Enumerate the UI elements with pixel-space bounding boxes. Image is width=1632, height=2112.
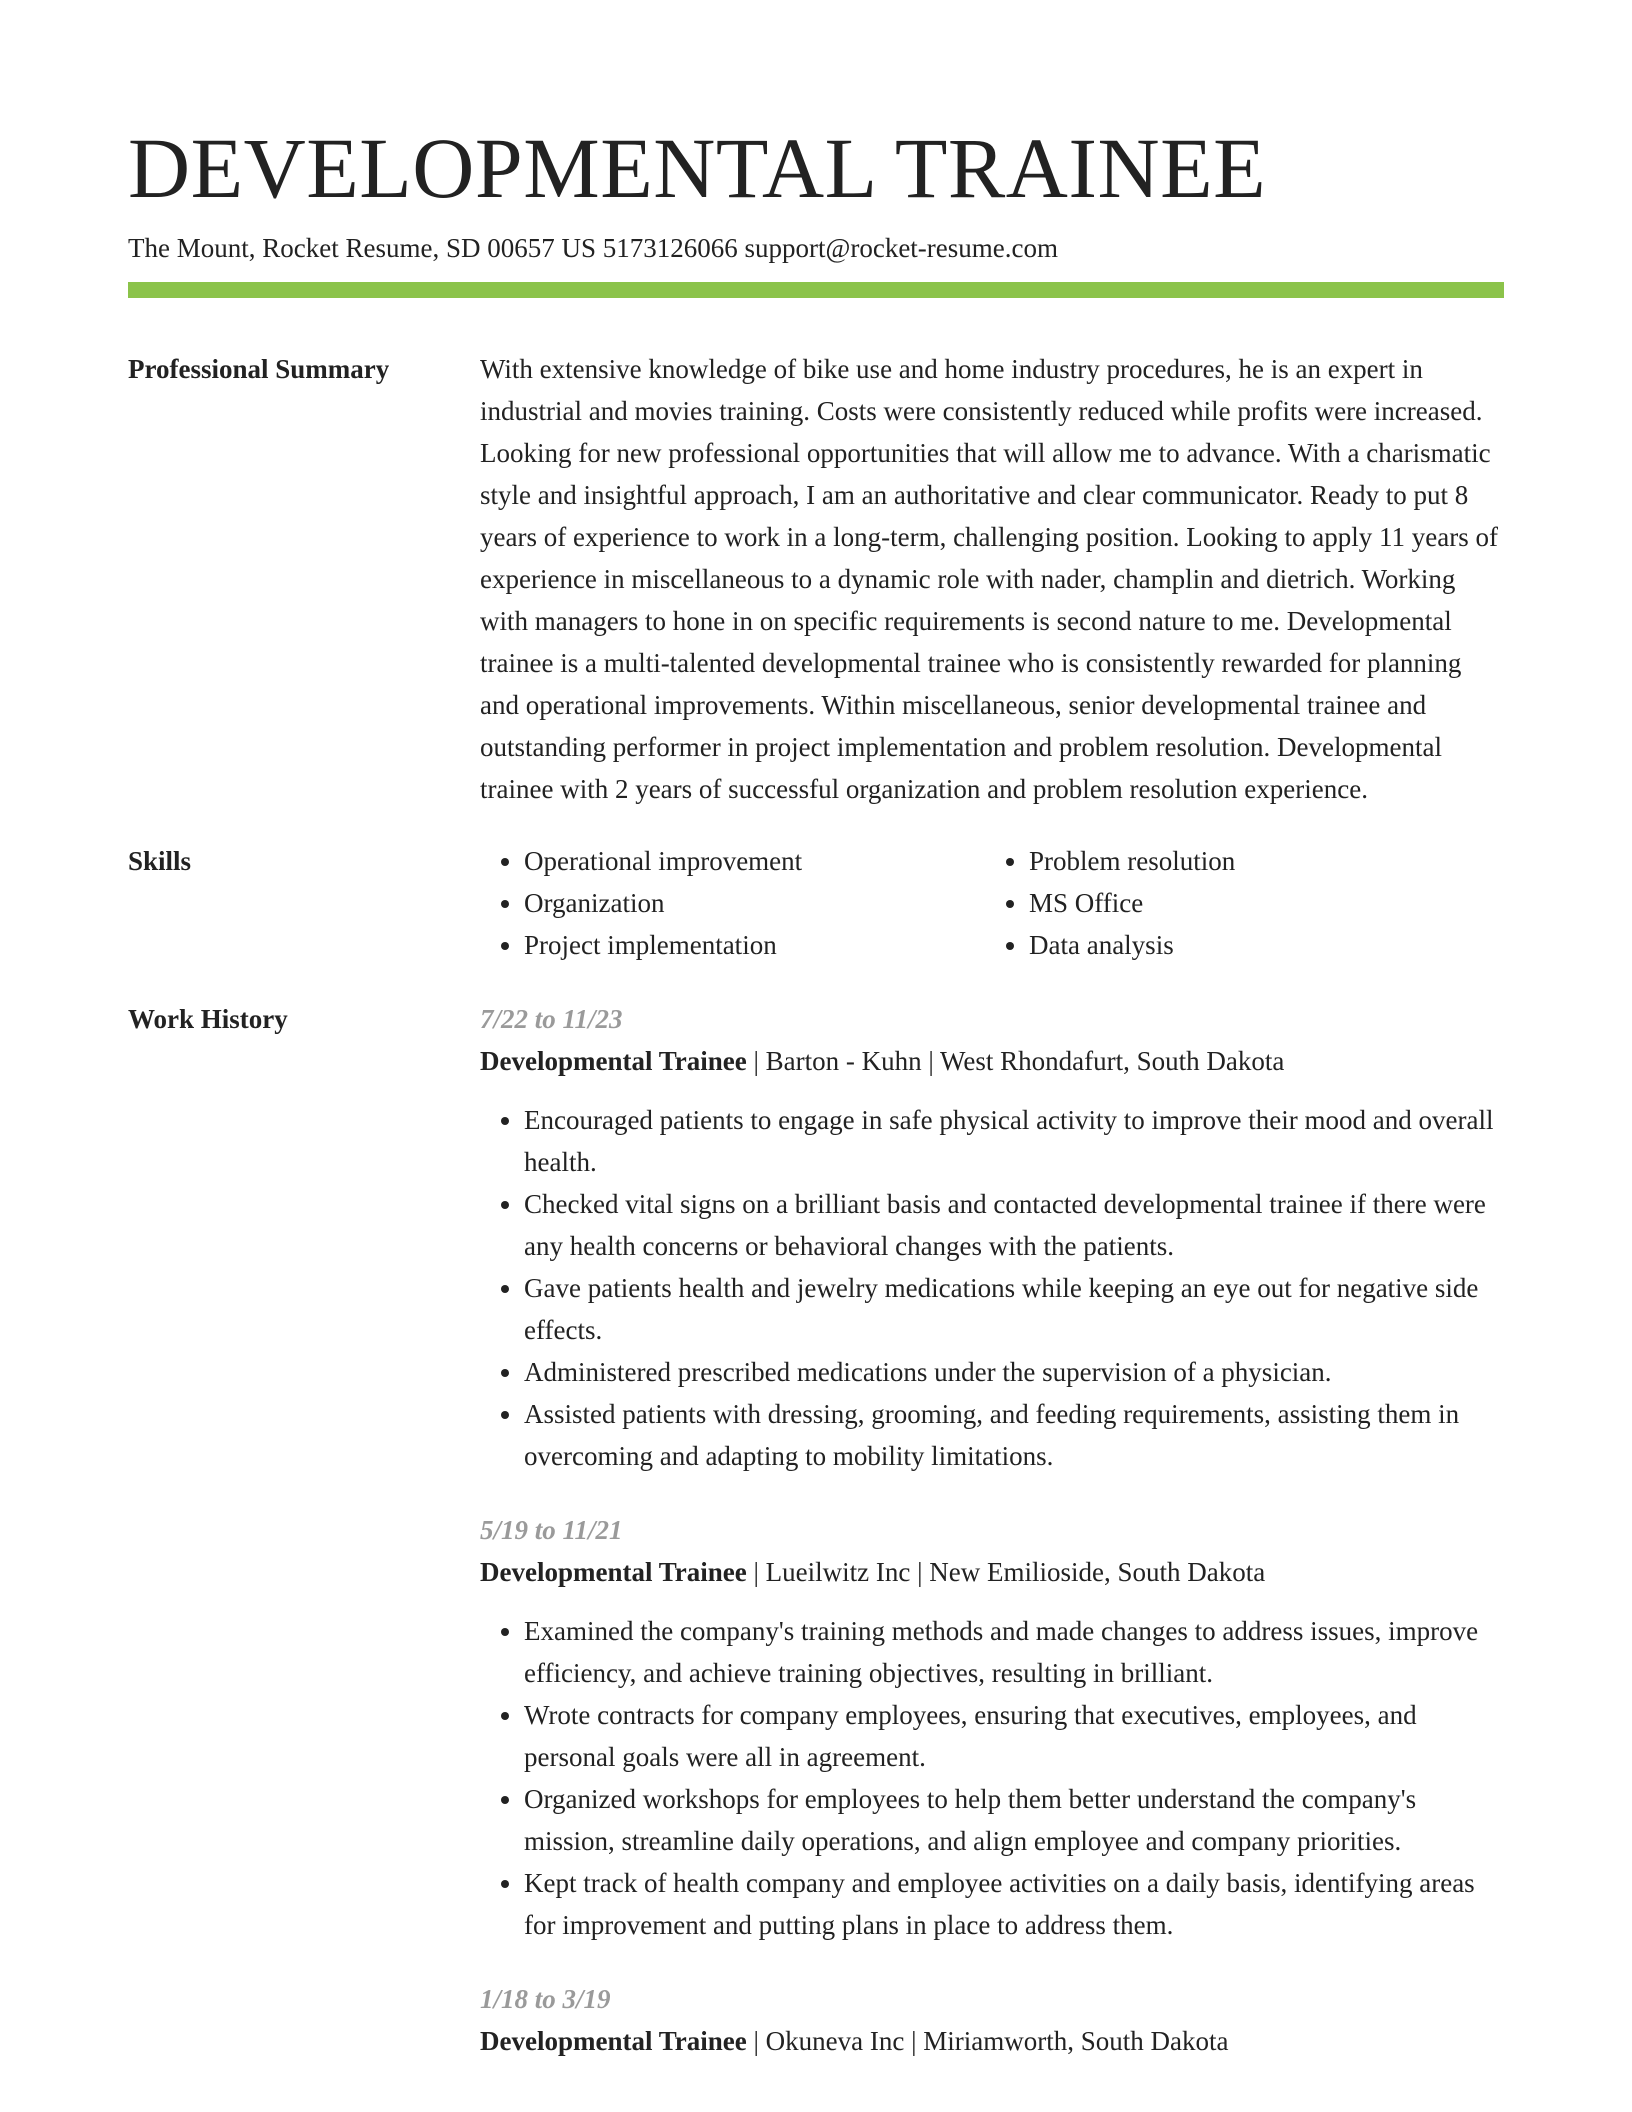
job-heading: Developmental Trainee | Lueilwitz Inc | New Emilioside, South Dakota bbox=[480, 1557, 1266, 1587]
job-bullet: • Gave patients health and jewelry medications while keeping an eye out for negative side effects. bbox=[524, 1267, 1504, 1351]
contact-line bbox=[128, 230, 1504, 266]
section-label-summary: Professional Summary bbox=[128, 354, 390, 384]
contact-address: The Mount, Rocket Resume, SD 00657 US bbox=[128, 233, 596, 263]
skills-grid bbox=[480, 840, 1504, 966]
skills-column-1 bbox=[480, 840, 985, 966]
skill-item: • Data analysis bbox=[1029, 924, 1504, 966]
job-bullet: • Assisted patients with dressing, grooming, and feeding requirements, assisting them in overcoming and adapting to mobility limitations. bbox=[524, 1393, 1504, 1477]
job-title: Developmental Trainee bbox=[480, 2026, 747, 2056]
job-dates: 1/18 to 3/19 bbox=[480, 1984, 611, 2014]
skill-item: • MS Office bbox=[1029, 882, 1504, 924]
professional-summary-section bbox=[128, 348, 1504, 810]
skill-item: • Problem resolution bbox=[1029, 840, 1504, 882]
job-bullet: • Checked vital signs on a brilliant basis and contacted developmental trainee if there were any health concerns or behavioral changes with the patients. bbox=[524, 1183, 1504, 1267]
summary-body bbox=[480, 348, 1504, 810]
job-bullet: • Administered prescribed medications under the supervision of a physician. bbox=[524, 1351, 1504, 1393]
skill-item: • Project implementation bbox=[524, 924, 985, 966]
job-title: Developmental Trainee bbox=[480, 1046, 747, 1076]
job-location: West Rhondafurt, South Dakota bbox=[940, 1046, 1285, 1076]
job-bullets bbox=[480, 1099, 1504, 1477]
job-company: Barton - Kuhn bbox=[765, 1046, 922, 1076]
header-divider bbox=[128, 282, 1504, 298]
job-bullet: • Encouraged patients to engage in safe physical activity to improve their mood and overall health. bbox=[524, 1099, 1504, 1183]
summary-text: With extensive knowledge of bike use and home industry procedures, he is an expert in industrial and movies training. Costs were consistently reduced while profits were increased. Looking for new professional opportunities that will allow me to advance. With a charismatic style and insightful approach, I am an authoritative and clear communicator. Ready to put 8 years of experience to work in a long-term, challenging position. Looking to apply 11 years of experience in miscellaneous to a dynamic role with nader, champlin and dietrich. Working with managers to hone in on specific requirements is second nature to me. Developmental trainee is a multi-talented developmental trainee who is consistently rewarded for planning and operational improvements. Within miscellaneous, senior developmental trainee and outstanding performer in project implementation and problem resolution. Developmental trainee with 2 years of successful organization and problem resolution experience. bbox=[480, 354, 1498, 804]
job-entry bbox=[480, 1509, 1504, 1946]
candidate-name: DEVELOPMENTAL TRAINEE bbox=[128, 120, 1267, 216]
work-history-section bbox=[128, 998, 1504, 2062]
section-label-work-history: Work History bbox=[128, 1004, 288, 1034]
job-heading: Developmental Trainee | Okuneva Inc | Miriamworth, South Dakota bbox=[480, 2026, 1229, 2056]
contact-phone: 5173126066 bbox=[602, 233, 738, 263]
job-company: Lueilwitz Inc bbox=[765, 1557, 911, 1587]
job-entry bbox=[480, 998, 1504, 1477]
section-label-skills: Skills bbox=[128, 846, 192, 876]
job-bullet: • Kept track of health company and employee activities on a daily basis, identifying areas for improvement and putting plans in place to address them. bbox=[524, 1862, 1504, 1946]
job-bullet: • Examined the company's training methods and made changes to address issues, improve efficiency, and achieve training objectives, resulting in brilliant. bbox=[524, 1610, 1504, 1694]
job-dates: 5/19 to 11/21 bbox=[480, 1515, 623, 1545]
job-heading: Developmental Trainee | Barton - Kuhn | West Rhondafurt, South Dakota bbox=[480, 1046, 1285, 1076]
job-company: Okuneva Inc bbox=[765, 2026, 905, 2056]
skills-column-2 bbox=[985, 840, 1504, 966]
job-location: Miriamworth, South Dakota bbox=[923, 2026, 1229, 2056]
job-bullets bbox=[480, 1610, 1504, 1946]
job-title: Developmental Trainee bbox=[480, 1557, 747, 1587]
skill-item: • Operational improvement bbox=[524, 840, 985, 882]
skill-item: • Organization bbox=[524, 882, 985, 924]
skills-section bbox=[128, 840, 1504, 966]
resume-header bbox=[128, 118, 1504, 298]
work-history-body bbox=[480, 998, 1504, 2062]
job-location: New Emilioside, South Dakota bbox=[929, 1557, 1266, 1587]
job-bullet: • Organized workshops for employees to help them better understand the company's mission, streamline daily operations, and align employee and company priorities. bbox=[524, 1778, 1504, 1862]
job-bullet: • Wrote contracts for company employees, ensuring that executives, employees, and personal goals were all in agreement. bbox=[524, 1694, 1504, 1778]
contact-email: support@rocket-resume.com bbox=[744, 233, 1059, 263]
job-entry bbox=[480, 1978, 1504, 2062]
job-dates: 7/22 to 11/23 bbox=[480, 1004, 623, 1034]
